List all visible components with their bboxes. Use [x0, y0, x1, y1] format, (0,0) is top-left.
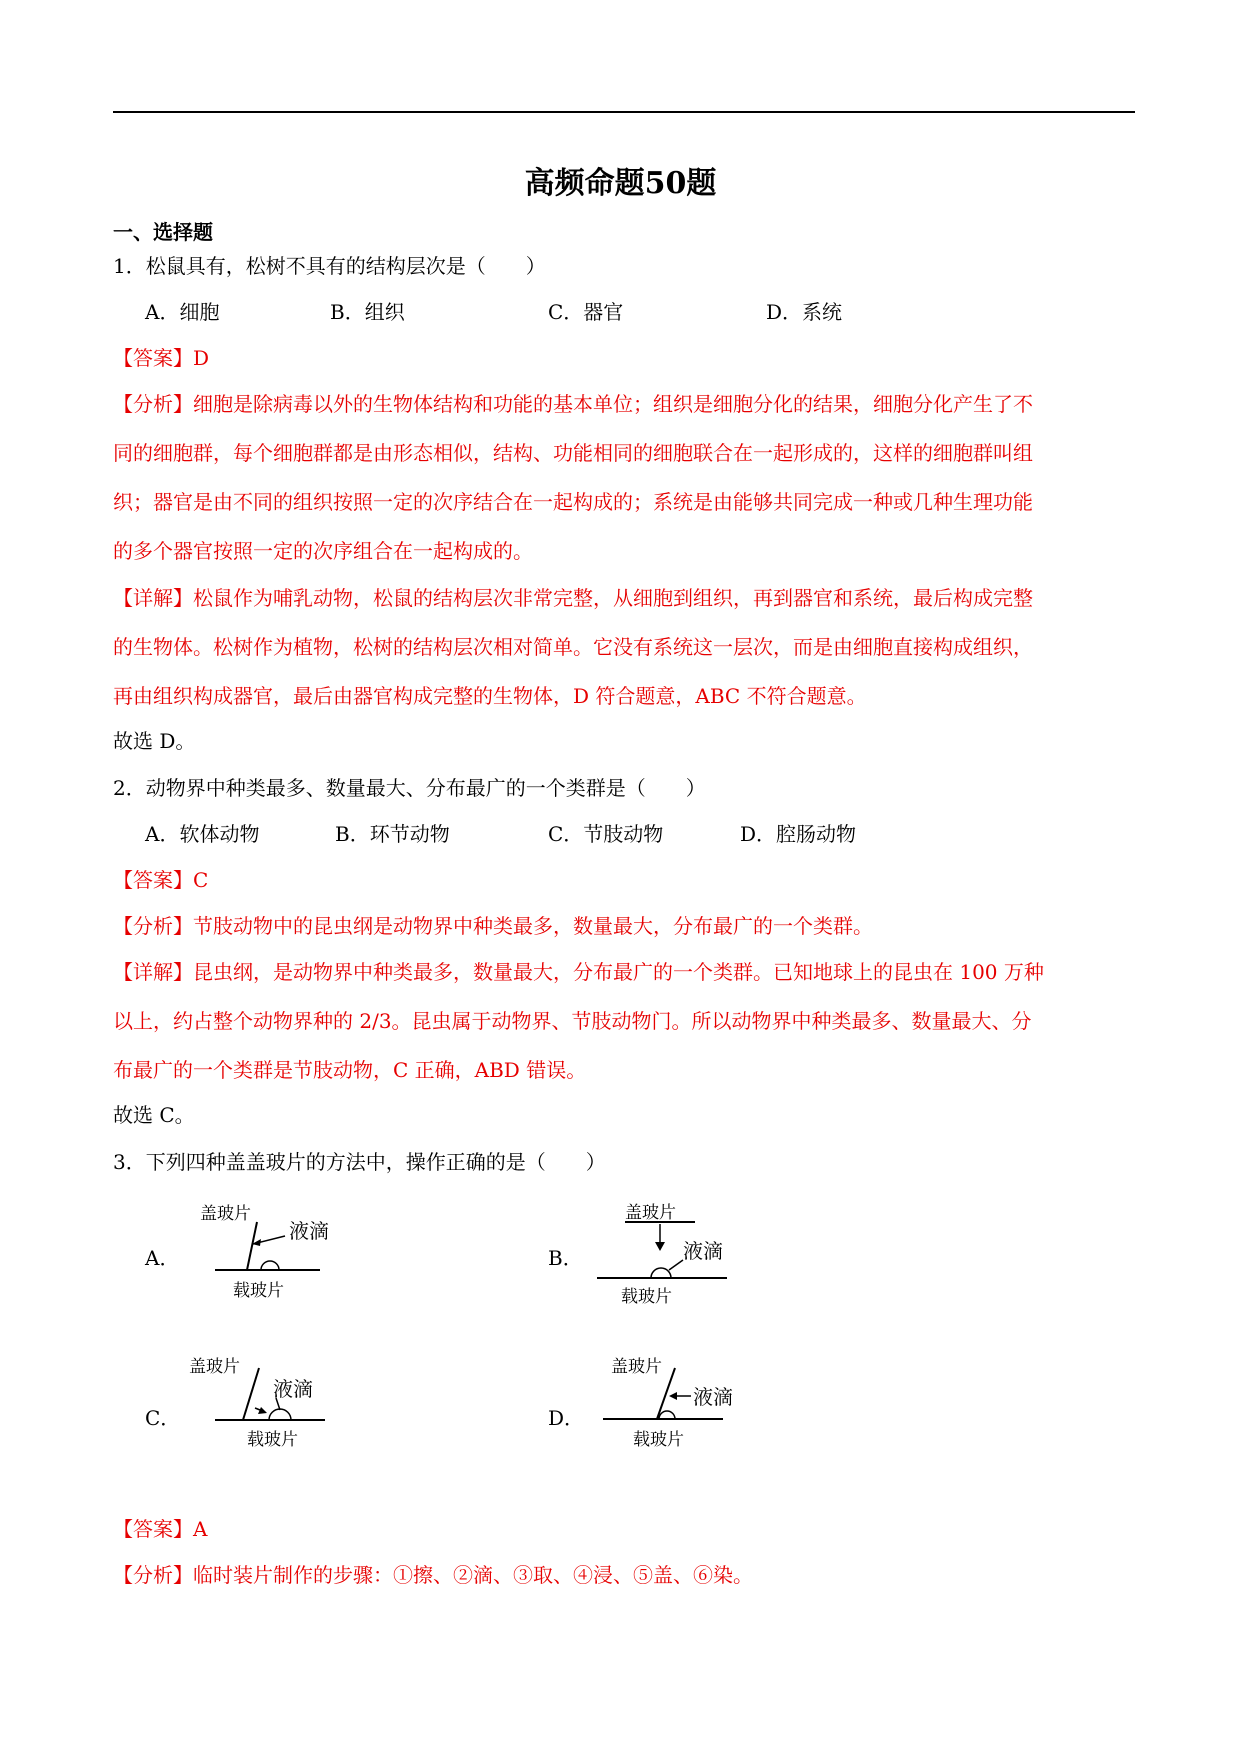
slide-label: 载玻片 [233, 1281, 284, 1301]
q3-analysis: 【分析】临时装片制作的步骤：①擦、②滴、③取、④浸、⑤盖、⑥染。 [113, 1563, 753, 1587]
arrow-head [655, 1242, 665, 1251]
q3-option-b-letter: B． [548, 1246, 583, 1270]
cover-slip-label: 盖玻片 [625, 1203, 676, 1223]
q2-answer: 【答案】C [113, 868, 209, 892]
slide-label: 载玻片 [247, 1430, 298, 1450]
q2-option-a: A．软体动物 [145, 822, 260, 846]
q2-option-d: D．腔肠动物 [740, 822, 857, 846]
q2-analysis-line: 【分析】节肢动物中的昆虫纲是动物界中种类最多，数量最大，分布最广的一个类群。 [113, 914, 873, 938]
q3-option-c-letter: C． [145, 1406, 181, 1430]
drop-label: 液滴 [693, 1385, 733, 1409]
q1-detail-line: 【详解】松鼠作为哺乳动物，松鼠的结构层次非常完整，从细胞到组织，再到器官和系统，最后构成完整 [113, 586, 1033, 610]
cover-slip-label: 盖玻片 [200, 1204, 251, 1224]
q3-answer: 【答案】A [113, 1517, 208, 1541]
cover-slip-line [243, 1368, 259, 1420]
arrow-head [669, 1392, 677, 1400]
figure-d-diagram [595, 1352, 745, 1457]
drop-label: 液滴 [289, 1219, 329, 1243]
section-heading: 一、选择题 [113, 220, 213, 244]
q1-option-d: D．系统 [766, 300, 843, 324]
cover-slip-line [247, 1222, 257, 1270]
q2-conclusion: 故选 C。 [113, 1103, 195, 1127]
header-rule [113, 111, 1135, 113]
figure-a-diagram [195, 1200, 330, 1305]
q1-analysis-line: 【分析】细胞是除病毒以外的生物体结构和功能的基本单位；组织是细胞分化的结果，细胞分化产生了不 [113, 392, 1033, 416]
question-1-stem: 1．松鼠具有，松树不具有的结构层次是（ ） [113, 254, 546, 278]
drop-arc [651, 1268, 671, 1278]
drop-label: 液滴 [273, 1377, 313, 1401]
q1-option-b: B．组织 [330, 300, 405, 324]
q2-option-c: C．节肢动物 [548, 822, 664, 846]
q3-option-a-letter: A． [145, 1246, 180, 1270]
q2-detail-line: 布最广的一个类群是节肢动物，C 正确，ABD 错误。 [113, 1058, 587, 1082]
q3-option-d-letter: D． [548, 1406, 585, 1430]
q1-analysis-line: 的多个器官按照一定的次序组合在一起构成的。 [113, 539, 533, 563]
q2-option-b: B．环节动物 [335, 822, 450, 846]
q1-analysis-line: 织；器官是由不同的组织按照一定的次序结合在一起构成的；系统是由能够共同完成一种或几种生理功能 [113, 490, 1033, 514]
q1-detail-line: 的生物体。松树作为植物，松树的结构层次相对简单。它没有系统这一层次，而是由细胞直接构成组织， [113, 635, 1033, 659]
q1-detail-line: 再由组织构成器官，最后由器官构成完整的生物体，D 符合题意，ABC 不符合题意。 [113, 684, 867, 708]
drop-arc [269, 1409, 291, 1420]
question-3-stem: 3．下列四种盖盖玻片的方法中，操作正确的是（ ） [113, 1150, 606, 1174]
figure-b-diagram [595, 1200, 745, 1310]
drop-label: 液滴 [683, 1239, 723, 1263]
figure-c-diagram [185, 1352, 335, 1457]
cover-slip-label: 盖玻片 [611, 1357, 662, 1377]
q1-option-a: A．细胞 [145, 300, 220, 324]
drop-arc [261, 1261, 279, 1270]
q1-answer: 【答案】D [113, 346, 210, 370]
q2-detail-line: 【详解】昆虫纲，是动物界中种类最多，数量最大，分布最广的一个类群。已知地球上的昆虫在 100 万种 [113, 960, 1044, 984]
cover-slip-label: 盖玻片 [189, 1357, 240, 1377]
q1-analysis-line: 同的细胞群，每个细胞群都是由形态相似，结构、功能相同的细胞联合在一起形成的，这样的细胞群叫组 [113, 441, 1033, 465]
drop-arc [659, 1411, 675, 1419]
q1-option-c: C．器官 [548, 300, 624, 324]
q2-detail-line: 以上，约占整个动物界种的 2/3。昆虫属于动物界、节肢动物门。所以动物界中种类最多、数量最大、分 [113, 1009, 1032, 1033]
drop-pointer-line [669, 1260, 683, 1270]
slide-label: 载玻片 [621, 1287, 672, 1307]
page-title: 高频命题50题 [524, 166, 717, 201]
question-2-stem: 2．动物界中种类最多、数量最大、分布最广的一个类群是（ ） [113, 776, 706, 800]
q1-conclusion: 故选 D。 [113, 729, 196, 753]
slide-label: 载玻片 [633, 1430, 684, 1450]
